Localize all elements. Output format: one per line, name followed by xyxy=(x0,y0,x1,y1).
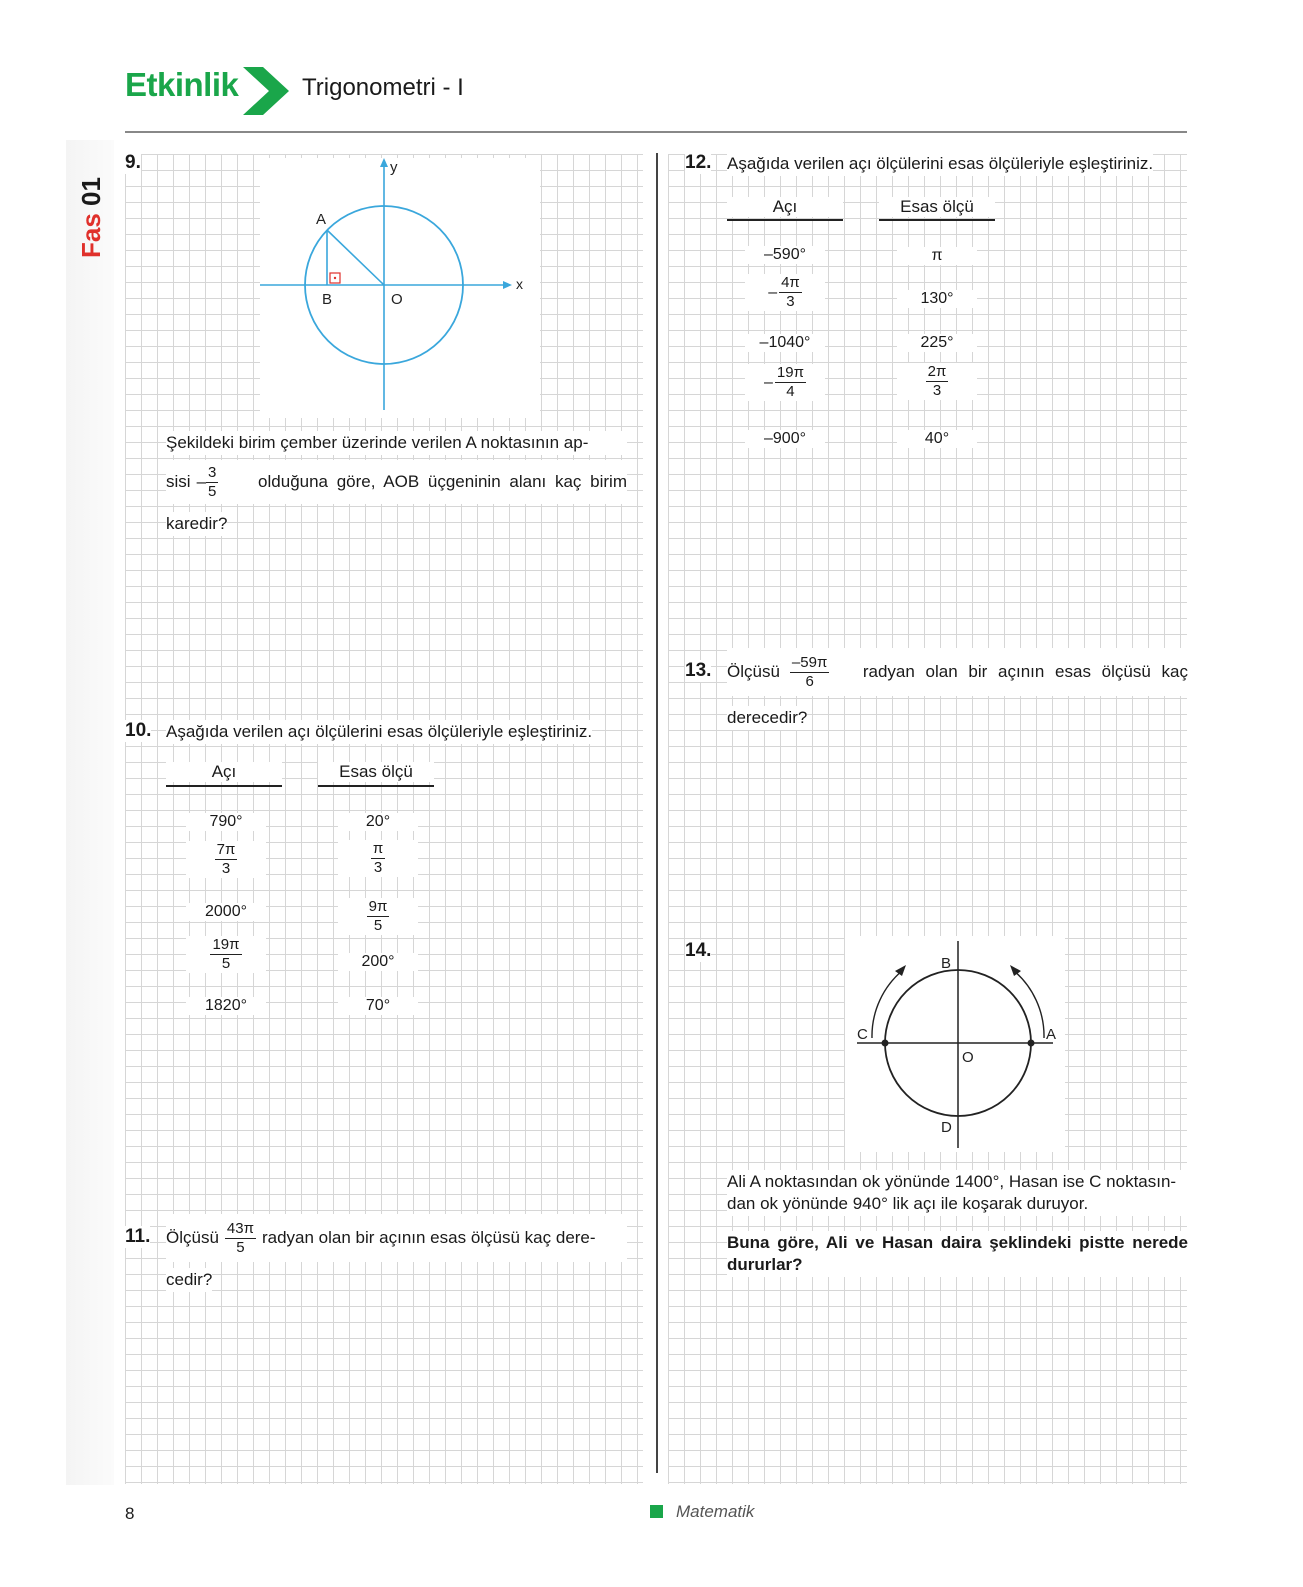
q12-left-5: –900° xyxy=(745,430,825,448)
point-a-label: A xyxy=(316,211,327,228)
side-strip xyxy=(66,140,114,1485)
q13-fraction: $\frac{-59\pi}{6}$ xyxy=(791,653,828,690)
q14-question-1: Buna göre, Ali ve Hasan daira şeklindeki pistte nerede xyxy=(727,1231,1188,1255)
q10-right-4: 200° xyxy=(338,953,418,971)
chevron-right-icon xyxy=(243,67,289,115)
point-o-label: O xyxy=(391,291,403,308)
q9-sisi: sisi xyxy=(166,472,191,491)
point-b-label: B xyxy=(322,291,333,308)
q12-prompt: Aşağıda verilen açı ölçülerini esas ölçüleriyle eşleştiriniz. xyxy=(727,152,1153,176)
question-number-10: 10. xyxy=(125,720,152,741)
q10-left-4: $\frac{19\pi}{5}$ xyxy=(186,936,266,973)
q12-right-1: π xyxy=(897,247,977,265)
q12-col-esas: Esas ölçü xyxy=(879,197,995,217)
q12-col-aci: Açı xyxy=(727,197,843,217)
point-c-label: C xyxy=(857,1026,868,1043)
q13-line2: derecedir? xyxy=(727,706,807,730)
subject-square-icon xyxy=(650,1505,663,1518)
q11-fraction: $\frac{43\pi}{5}$ xyxy=(226,1219,254,1256)
q10-left-5: 1820° xyxy=(186,997,266,1015)
q12-right-2: 130° xyxy=(897,290,977,308)
question-number-11: 11. xyxy=(125,1226,151,1247)
q9-fraction: $\frac{3}{5}$ xyxy=(208,463,217,500)
q12-right-5: 40° xyxy=(897,430,977,448)
q13-rest: radyan olan bir açının esas ölçüsü kaç xyxy=(862,662,1188,681)
point-a-label: A xyxy=(1046,1026,1057,1043)
q10-col-aci: Açı xyxy=(166,762,282,782)
column-divider xyxy=(656,153,658,1473)
svg-text:01: 01 xyxy=(76,177,106,206)
q10-col-aci-underline xyxy=(166,785,282,787)
axis-x-label: x xyxy=(516,276,523,292)
q9-line2 xyxy=(166,460,627,504)
axis-y-label: y xyxy=(390,159,398,176)
page-title: Trigonometri - I xyxy=(302,74,464,101)
q9-line2-rest: olduğuna göre, AOB üçgeninin alanı kaç birim xyxy=(258,472,627,491)
q11-rest: radyan olan bir açının esas ölçüsü kaç dere- xyxy=(261,1228,596,1247)
q12-left-1: –590° xyxy=(745,246,825,264)
question-number-9: 9. xyxy=(125,152,141,173)
q10-prompt: Aşağıda verilen açı ölçülerini esas ölçüleriyle eşleştiriniz. xyxy=(166,720,592,744)
q10-right-5: 70° xyxy=(338,997,418,1015)
point-b-label: B xyxy=(941,955,952,972)
q10-col-esas: Esas ölçü xyxy=(318,762,434,782)
section-brand: Etkinlik xyxy=(125,66,239,103)
q12-right-4: $\frac{2\pi}{3}$ xyxy=(897,363,977,400)
q10-col-esas-underline xyxy=(318,785,434,787)
track-circle-figure xyxy=(845,936,1065,1152)
q14-text-1: Ali A noktasından ok yönünde 1400°, Hasan ise C noktasın- xyxy=(727,1170,1188,1194)
page-number: 8 xyxy=(125,1504,135,1523)
header-rule xyxy=(125,131,1187,133)
question-number-13: 13. xyxy=(685,660,712,681)
point-d-label: D xyxy=(941,1119,952,1136)
q12-left-4: – $\frac{19\pi}{4}$ xyxy=(745,364,825,401)
q11-word: Ölçüsü xyxy=(166,1228,219,1247)
q14-text-2: dan ok yönünde 940° lik açı ile koşarak duruyor. xyxy=(727,1192,1188,1216)
q9-line1: Şekildeki birim çember üzerinde verilen A noktasının ap- xyxy=(166,431,627,455)
question-number-12: 12. xyxy=(685,152,712,173)
q12-col-esas-underline xyxy=(879,219,995,221)
q10-right-3: $\frac{9\pi}{5}$ xyxy=(338,898,418,935)
question-number-14: 14. xyxy=(685,940,712,961)
unit-circle-figure xyxy=(260,158,540,418)
q12-left-2: – $\frac{4\pi}{3}$ xyxy=(745,274,825,311)
q9-line3: karedir? xyxy=(166,512,227,536)
q10-right-1: 20° xyxy=(338,813,418,831)
q10-left-1: 790° xyxy=(186,813,266,831)
fasikul-tag-logo xyxy=(70,150,110,260)
q10-left-3: 2000° xyxy=(186,903,266,921)
q10-left-2: $\frac{7\pi}{3}$ xyxy=(186,841,266,878)
q12-right-3: 225° xyxy=(897,334,977,352)
q12-col-aci-underline xyxy=(727,219,843,221)
q13-word: Ölçüsü xyxy=(727,662,780,681)
q12-left-3: –1040° xyxy=(745,334,825,352)
point-o-label: O xyxy=(962,1049,974,1066)
q10-right-2: $\frac{\pi}{3}$ xyxy=(338,840,418,877)
svg-text:Fas: Fas xyxy=(76,213,106,258)
q14-question-2: dururlar? xyxy=(727,1253,1188,1277)
q11-line1 xyxy=(166,1214,627,1262)
q13-line1 xyxy=(727,648,1188,696)
grid-paper-right xyxy=(668,154,1187,1484)
q11-line2: cedir? xyxy=(166,1268,212,1292)
subject-name: Matematik xyxy=(676,1502,755,1521)
q9-sign: – xyxy=(196,472,207,491)
